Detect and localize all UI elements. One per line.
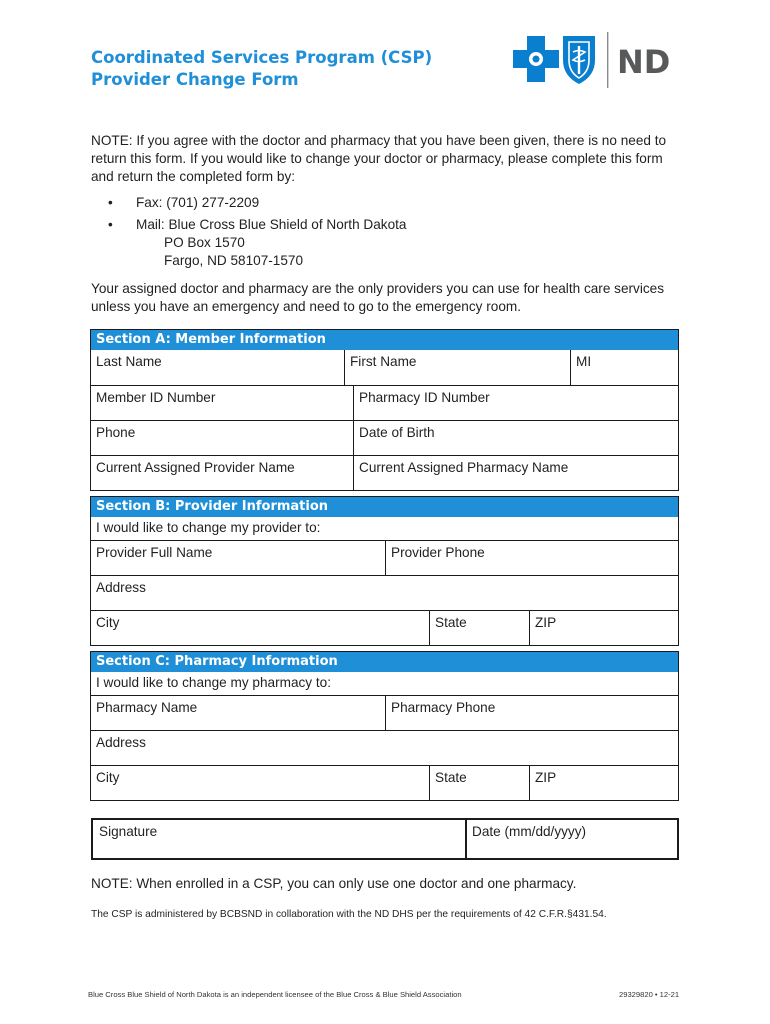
section-a-heading: Section A: Member Information (91, 330, 678, 350)
pharmacy-state-field[interactable] (429, 766, 530, 800)
pharmacy-city-label: City (96, 770, 120, 785)
enrolled-note: NOTE: When enrolled in a CSP, you can only use one doctor and one pharmacy. (91, 876, 577, 891)
dob-label: Date of Birth (359, 425, 435, 440)
provider-address-label: Address (96, 580, 146, 595)
pharmacy-name-field[interactable] (91, 696, 386, 730)
bcbs-logo (513, 30, 683, 90)
date-of-birth-field[interactable] (353, 421, 678, 455)
table-row (91, 420, 678, 455)
current-pharmacy-label: Current Assigned Pharmacy Name (359, 460, 569, 475)
intro-note-text: NOTE: If you agree with the doctor and pharmacy that you have been given, there is no need to return this form. If you would like to change your doctor or pharmacy, please complete this form and return the completed form by: (91, 133, 667, 184)
date-label: Date (mm/dd/yyyy) (472, 824, 587, 839)
last-name-field[interactable] (91, 350, 345, 385)
pharmacy-zip-field[interactable] (529, 766, 678, 800)
section-b-heading: Section B: Provider Information (91, 497, 678, 517)
table-row (91, 350, 678, 385)
logo-divider (607, 32, 608, 88)
first-name-field[interactable] (344, 350, 570, 385)
provider-name-field[interactable] (91, 541, 386, 575)
list-item (108, 194, 407, 212)
pharmacy-phone-field[interactable] (385, 696, 678, 730)
provider-city-field[interactable] (91, 611, 430, 645)
assigned-providers-text: Your assigned doctor and pharmacy are the only providers you can use for health care services unless you have an emergency and need to go to the emergency room. (91, 281, 665, 314)
member-id-field[interactable] (91, 386, 354, 420)
first-name-label: First Name (350, 354, 417, 369)
provider-zip-field[interactable] (529, 611, 678, 645)
pharmacy-zip-label: ZIP (535, 770, 557, 785)
table-row (91, 672, 678, 695)
pharmacy-state-label: State (435, 770, 467, 785)
pharmacy-name-label: Pharmacy Name (96, 700, 198, 715)
admin-note: The CSP is administered by BCBSND in collaboration with the ND DHS per the requirements of 42 C.F.R.§431.54. (91, 909, 607, 920)
pharmacy-address-label: Address (96, 735, 146, 750)
footer-form-code: 29329820 • 12-21 (619, 990, 680, 999)
phone-field[interactable] (91, 421, 354, 455)
table-row (91, 517, 678, 540)
signature-field[interactable] (93, 820, 466, 858)
signature-date-field[interactable] (465, 820, 677, 858)
intro-note (91, 132, 671, 186)
pharmacy-address-field[interactable] (91, 731, 678, 765)
blue-cross-icon (513, 36, 559, 82)
blue-shield-icon (563, 36, 595, 84)
table-row (91, 765, 678, 800)
pharmacy-id-field[interactable] (353, 386, 678, 420)
fax-text: Fax: (701) 277-2209 (136, 195, 260, 210)
signature-label: Signature (99, 824, 158, 839)
provider-city-label: City (96, 615, 120, 630)
mail-po-box: PO Box 1570 (164, 235, 245, 250)
provider-name-label: Provider Full Name (96, 545, 213, 560)
provider-phone-label: Provider Phone (391, 545, 485, 560)
last-name-label: Last Name (96, 354, 162, 369)
section-a-member-information (90, 329, 679, 491)
pharmacy-change-intro: I would like to change my pharmacy to: (96, 675, 331, 690)
section-b-provider-information (90, 496, 679, 646)
bullet-icon: • (108, 195, 113, 210)
mi-label: MI (576, 354, 592, 369)
table-row (91, 730, 678, 765)
form-title (91, 47, 432, 91)
mail-city: Fargo, ND 58107-1570 (164, 253, 304, 268)
list-item (108, 216, 407, 234)
provider-zip-label: ZIP (535, 615, 557, 630)
provider-phone-field[interactable] (385, 541, 678, 575)
table-row (91, 385, 678, 420)
return-methods-list (108, 194, 407, 270)
title-line-1: Coordinated Services Program (CSP) (91, 48, 433, 67)
signature-block (91, 818, 679, 860)
table-row (91, 540, 678, 575)
provider-state-label: State (435, 615, 467, 630)
table-row (91, 610, 678, 645)
pharmacy-phone-label: Pharmacy Phone (391, 700, 496, 715)
pharmacy-city-field[interactable] (91, 766, 430, 800)
provider-state-field[interactable] (429, 611, 530, 645)
current-provider-field[interactable] (91, 456, 354, 490)
pharmacy-id-label: Pharmacy ID Number (359, 390, 490, 405)
table-row (91, 575, 678, 610)
table-row (91, 455, 678, 490)
section-c-pharmacy-information (90, 651, 679, 801)
provider-change-intro: I would like to change my provider to: (96, 520, 321, 535)
member-id-label: Member ID Number (96, 390, 216, 405)
section-c-heading: Section C: Pharmacy Information (91, 652, 678, 672)
mail-text: Mail: Blue Cross Blue Shield of North Dakota (136, 217, 407, 232)
middle-initial-field[interactable] (570, 350, 678, 385)
footer-licensee: Blue Cross Blue Shield of North Dakota is an independent licensee of the Blue Cross & Blue Shield Association (88, 990, 462, 999)
current-pharmacy-field[interactable] (353, 456, 678, 490)
provider-address-field[interactable] (91, 576, 678, 610)
current-provider-label: Current Assigned Provider Name (96, 460, 295, 475)
bullet-icon: • (108, 217, 113, 232)
logo-state-text: ND (617, 43, 671, 81)
table-row (91, 695, 678, 730)
title-line-2: Provider Change Form (91, 70, 299, 89)
phone-label: Phone (96, 425, 136, 440)
